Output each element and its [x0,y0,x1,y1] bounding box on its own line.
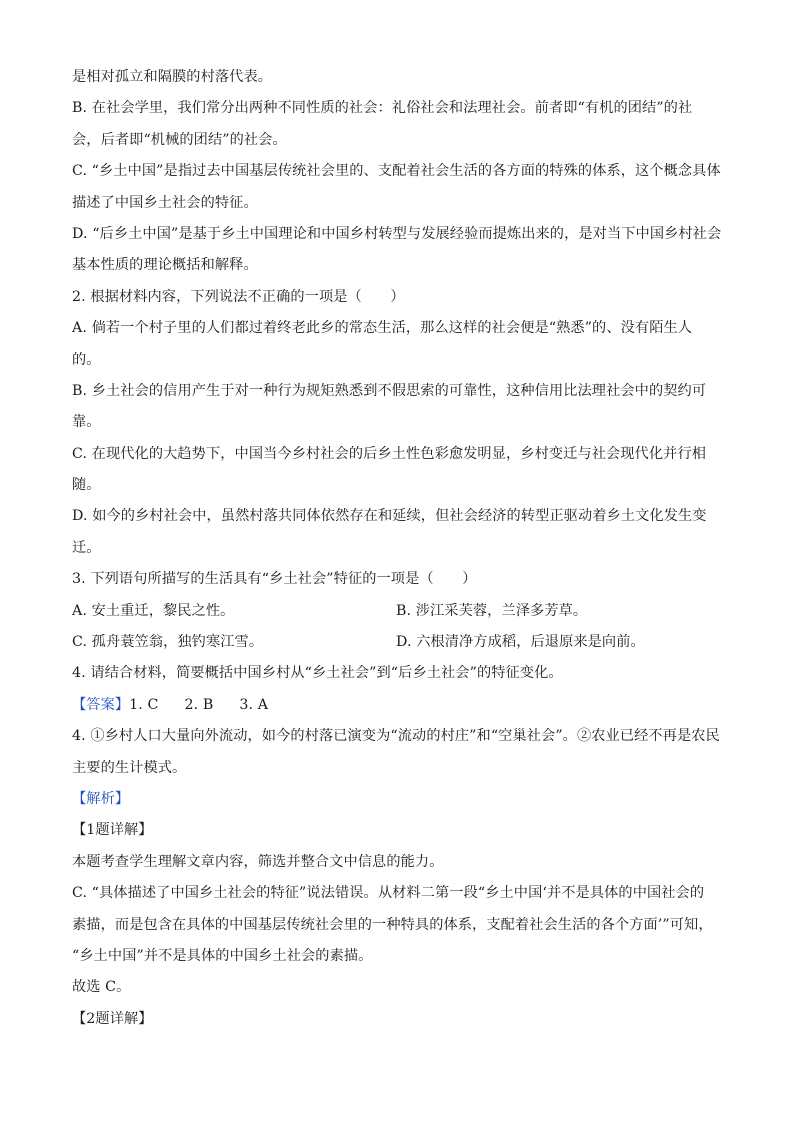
text-line: 的。 [72,351,101,368]
answer-item-1: 1. C [129,696,159,713]
text-line: 靠。 [72,414,101,431]
option-c-line: C. “乡土中国”是指过去中国基层传统社会里的、支配着社会生活的各方面的特殊的体系，这个概念具体 [72,163,721,180]
text-line: 基本性质的理论概括和解释。 [72,257,258,274]
text-line: 随。 [72,477,101,494]
question-3: 3. 下列语句所描写的生活具有“乡土社会”特征的一项是（ ） [72,571,477,588]
answer-item-3: 3. A [239,696,269,713]
section-heading-1: 【1题详解】 [72,822,153,839]
text-line: 素描，而是包含在具体的中国基层传统社会里的一种特具的体系，支配着社会生活的各个方面’”可知， [72,916,713,933]
document-page [72,62,724,1035]
text-line: 本题考查学生理解文章内容，筛选并整合文中信息的能力。 [72,853,444,870]
text-line: 描述了中国乡土社会的特征。 [72,194,258,211]
text-line: 故选 C。 [72,979,131,996]
text-line: 主要的生计模式。 [72,759,187,776]
option-d-line: D. “后乡土中国”是基于乡土中国理论和中国乡村转型与发展经验而提炼出来的，是对当下中国乡村社会 [72,225,722,242]
text-line: 迁。 [72,539,101,556]
answer-item-2: 2. B [184,696,214,713]
option-b-line: B. 乡土社会的信用产生于对一种行为规矩熟悉到不假思索的可靠性，这种信用比法理社会中的契约可 [72,382,707,399]
option-b-line: B. 在社会学里，我们常分出两种不同性质的社会：礼俗社会和法理社会。前者即“有机的团结”的社 [72,100,693,117]
text-line: C. “具体描述了中国乡土社会的特征”说法错误。从材料二第一段“乡土中国‘并不是具体的中国社会的 [72,885,705,902]
question-4: 4. 请结合材料，简要概括中国乡村从“乡土社会”到“后乡土社会”的特征变化。 [72,665,563,682]
option-d-line: D. 如今的乡村社会中，虽然村落共同体依然存在和延续，但社会经济的转型正驱动着乡土文化发生变 [72,508,707,525]
option-d: D. 六根清净方成稻，后退原来是向前。 [396,634,645,651]
option-a: A. 安土重迁，黎民之性。 [72,602,235,619]
text-line: “乡土中国”并不是具体的中国乡土社会的素描。 [72,947,373,964]
option-c: C. 孤舟蓑笠翁，独钓寒江雪。 [72,634,264,651]
option-b: B. 涉江采芙蓉，兰泽多芳草。 [396,602,588,619]
answer-4-line: 4. ①乡村人口大量向外流动，如今的村落已演变为“流动的村庄”和“空巢社会”。②农业已经不再是农民 [72,728,720,745]
answer-line [72,690,724,721]
question-2: 2. 根据材料内容，下列说法不正确的一项是（ ） [72,288,405,305]
analysis-label: 【解析】 [72,790,130,807]
options-row-ab [72,596,724,627]
options-row-cd [72,627,724,658]
answer-label: 【答案】 [72,696,130,713]
section-heading-2: 【2题详解】 [72,1010,153,1027]
text-line: 是相对孤立和隔膜的村落代表。 [72,69,273,85]
option-a-line: A. 倘若一个村子里的人们都过着终老此乡的常态生活，那么这样的社会便是“熟悉”的、没有陌生人 [72,320,693,337]
text-line: 会，后者即“机械的团结”的社会。 [72,131,287,148]
option-c-line: C. 在现代化的大趋势下，中国当今乡村社会的后乡土性色彩愈发明显，乡村变迁与社会现代化并行相 [72,445,707,462]
